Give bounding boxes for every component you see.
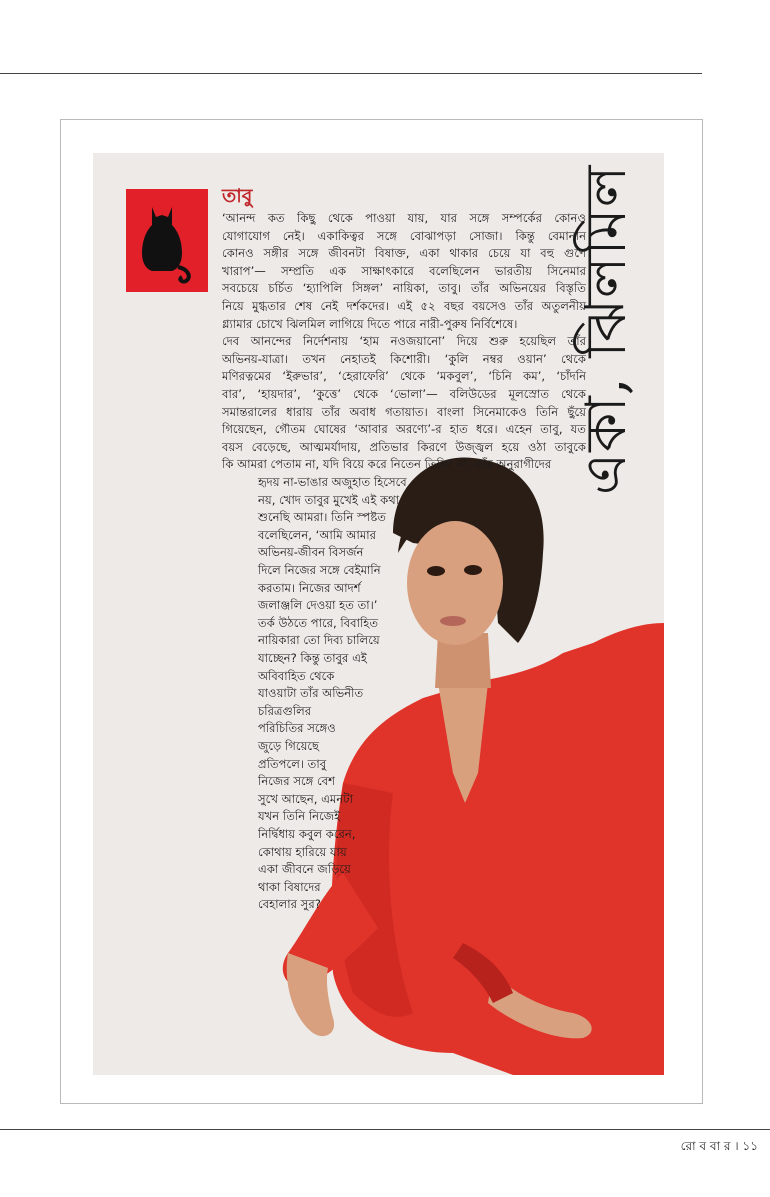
body-line: খারাপ’— সম্প্রতি এক সাক্ষাৎকারে বলেছিলেন ভারতীয় সিনেমার — [222, 263, 586, 278]
body-line: প্রতিপলে। তাবু — [258, 756, 327, 771]
body-line: সুখে আছেন, এমনটা — [258, 791, 353, 806]
body-line: যাওয়াটা তাঁর অভিনীত — [258, 686, 364, 701]
body-line: সমান্তরালের ধারায় তাঁর অবাধ গতায়াত। বাংলা সিনেমাকেও তিনি ছুঁয়ে — [222, 404, 586, 419]
body-line: গিয়েছেন, গৌতম ঘোষের ‘আবার অরণ্যে’-র হাত ধরে। এহেন তাবু, যত — [222, 422, 586, 437]
body-line: অবিবাহিত থেকে — [258, 668, 335, 683]
body-line: জলাঞ্জলি দেওয়া হত তা।’ — [258, 598, 378, 613]
body-line: নয়, খোদ তাবুর মুখেই এই কথা — [258, 492, 400, 507]
body-line: দিলে নিজের সঙ্গে বেইমানি — [258, 563, 381, 577]
body-line: ‘আনন্দ কত কিছু থেকে পাওয়া যায়, যার সঙ্গে সম্পর্কের কোনও — [222, 211, 586, 225]
body-line: দেব আনন্দের নির্দেশনায় ‘হাম নওজয়ানো’ দিয়ে শুরু হয়েছিল তাঁর — [222, 334, 586, 349]
body-line: থাকা বিষাদের — [258, 879, 321, 894]
body-line: নির্দ্বিধায় কবুল করেন, — [258, 827, 356, 841]
body-line: চরিত্রগুলির — [258, 703, 312, 718]
body-line: বেহালার সুর? — [258, 897, 321, 912]
body-line: একা জীবনে জড়িয়ে — [258, 862, 351, 877]
body-line: বার’, ‘হায়দার’, ‘কুত্তে’ থেকে ‘ভোলা’— বলিউডের মূলস্রোত থেকে — [222, 387, 586, 401]
body-line: অভিনয়-জীবন বিসর্জন — [258, 545, 364, 560]
body-line: যাচ্ছেন? কিন্তু তাবুর এই — [258, 651, 367, 665]
body-line: শুনেছি আমরা। তিনি স্পষ্টত — [258, 510, 387, 525]
body-line: জুড়ে গিয়েছে — [258, 739, 320, 753]
body-line: নিয়ে মুগ্ধতার শেষ নেই দর্শকদের। এই ৫২ বছর বয়সেও তাঁর অতুলনীয় — [222, 299, 586, 313]
cat-icon — [138, 197, 196, 285]
body-line: করতাম। নিজের আদর্শ — [258, 580, 361, 595]
body-line: কি আমরা পেতাম না, যদি বিয়ে করে নিতেন তিনি? না, তাঁর অনুরাগীদের — [222, 457, 552, 472]
body-line: কোথায় হারিয়ে যায় — [258, 844, 347, 859]
body-line: অভিনয়-যাত্রা। তখন নেহাতই কিশোরী। ‘কুলি নম্বর ওয়ান’ থেকে — [222, 351, 586, 366]
face-shape — [407, 521, 503, 645]
body-line: পরিচিতির সঙ্গেও — [258, 721, 336, 736]
body-line: যখন তিনি নিজেই — [258, 809, 341, 824]
article-headline: একা, ঝিলমিল — [574, 164, 639, 496]
body-line: মণিরত্নমের ‘ইরুভার’, ‘হেরাফেরি’ থেকে ‘মকবুল’, ‘চিনি কম’, ‘চাঁদনি — [222, 369, 586, 384]
body-line: যোগাযোগ নেই। একাকিত্বর সঙ্গে বোঝাপড়া সোজা। কিন্তু বেমানান — [222, 228, 586, 243]
body-line: কোনও সঙ্গীর সঙ্গে জীবনটা বিষাক্ত, একা থাকার চেয়ে যা বহু গুণে — [222, 246, 586, 261]
body-line: হৃদয় না-ভাঙার অজুহাত হিসেবে — [258, 475, 407, 489]
body-line: তর্ক উঠতে পারে, বিবাহিত — [258, 615, 379, 630]
body-line: সবচেয়ে চর্চিত ‘হ্যাপিলি সিঙ্গল’ নায়িকা, তাবু। তাঁর অভিনয়ের বিস্তৃতি — [222, 281, 586, 296]
article-title: তাবু — [222, 185, 253, 207]
body-line: নিজের সঙ্গে বেশ — [258, 774, 336, 789]
body-line: গ্ল্যামার চোখে ঝিলমিল লাগিয়ে দিতে পারে নারী-পুরুষ নির্বিশেষে। — [222, 316, 518, 331]
page-footer: রো ব বা র । ১১ — [680, 1139, 758, 1153]
top-rule — [0, 73, 702, 74]
bottom-rule — [0, 1129, 770, 1130]
body-line: নায়িকারা তো দিব্য চালিয়ে — [258, 633, 380, 648]
body-line: বলেছিলেন, ‘আমি আমার — [258, 527, 377, 542]
cat-emblem — [126, 189, 208, 292]
body-line: বয়স বেড়েছে, আত্মমর্যাদায়, প্রতিভার কিরণে উজ্জ্বল হয়ে ওঠা তাবুকে — [222, 439, 586, 454]
